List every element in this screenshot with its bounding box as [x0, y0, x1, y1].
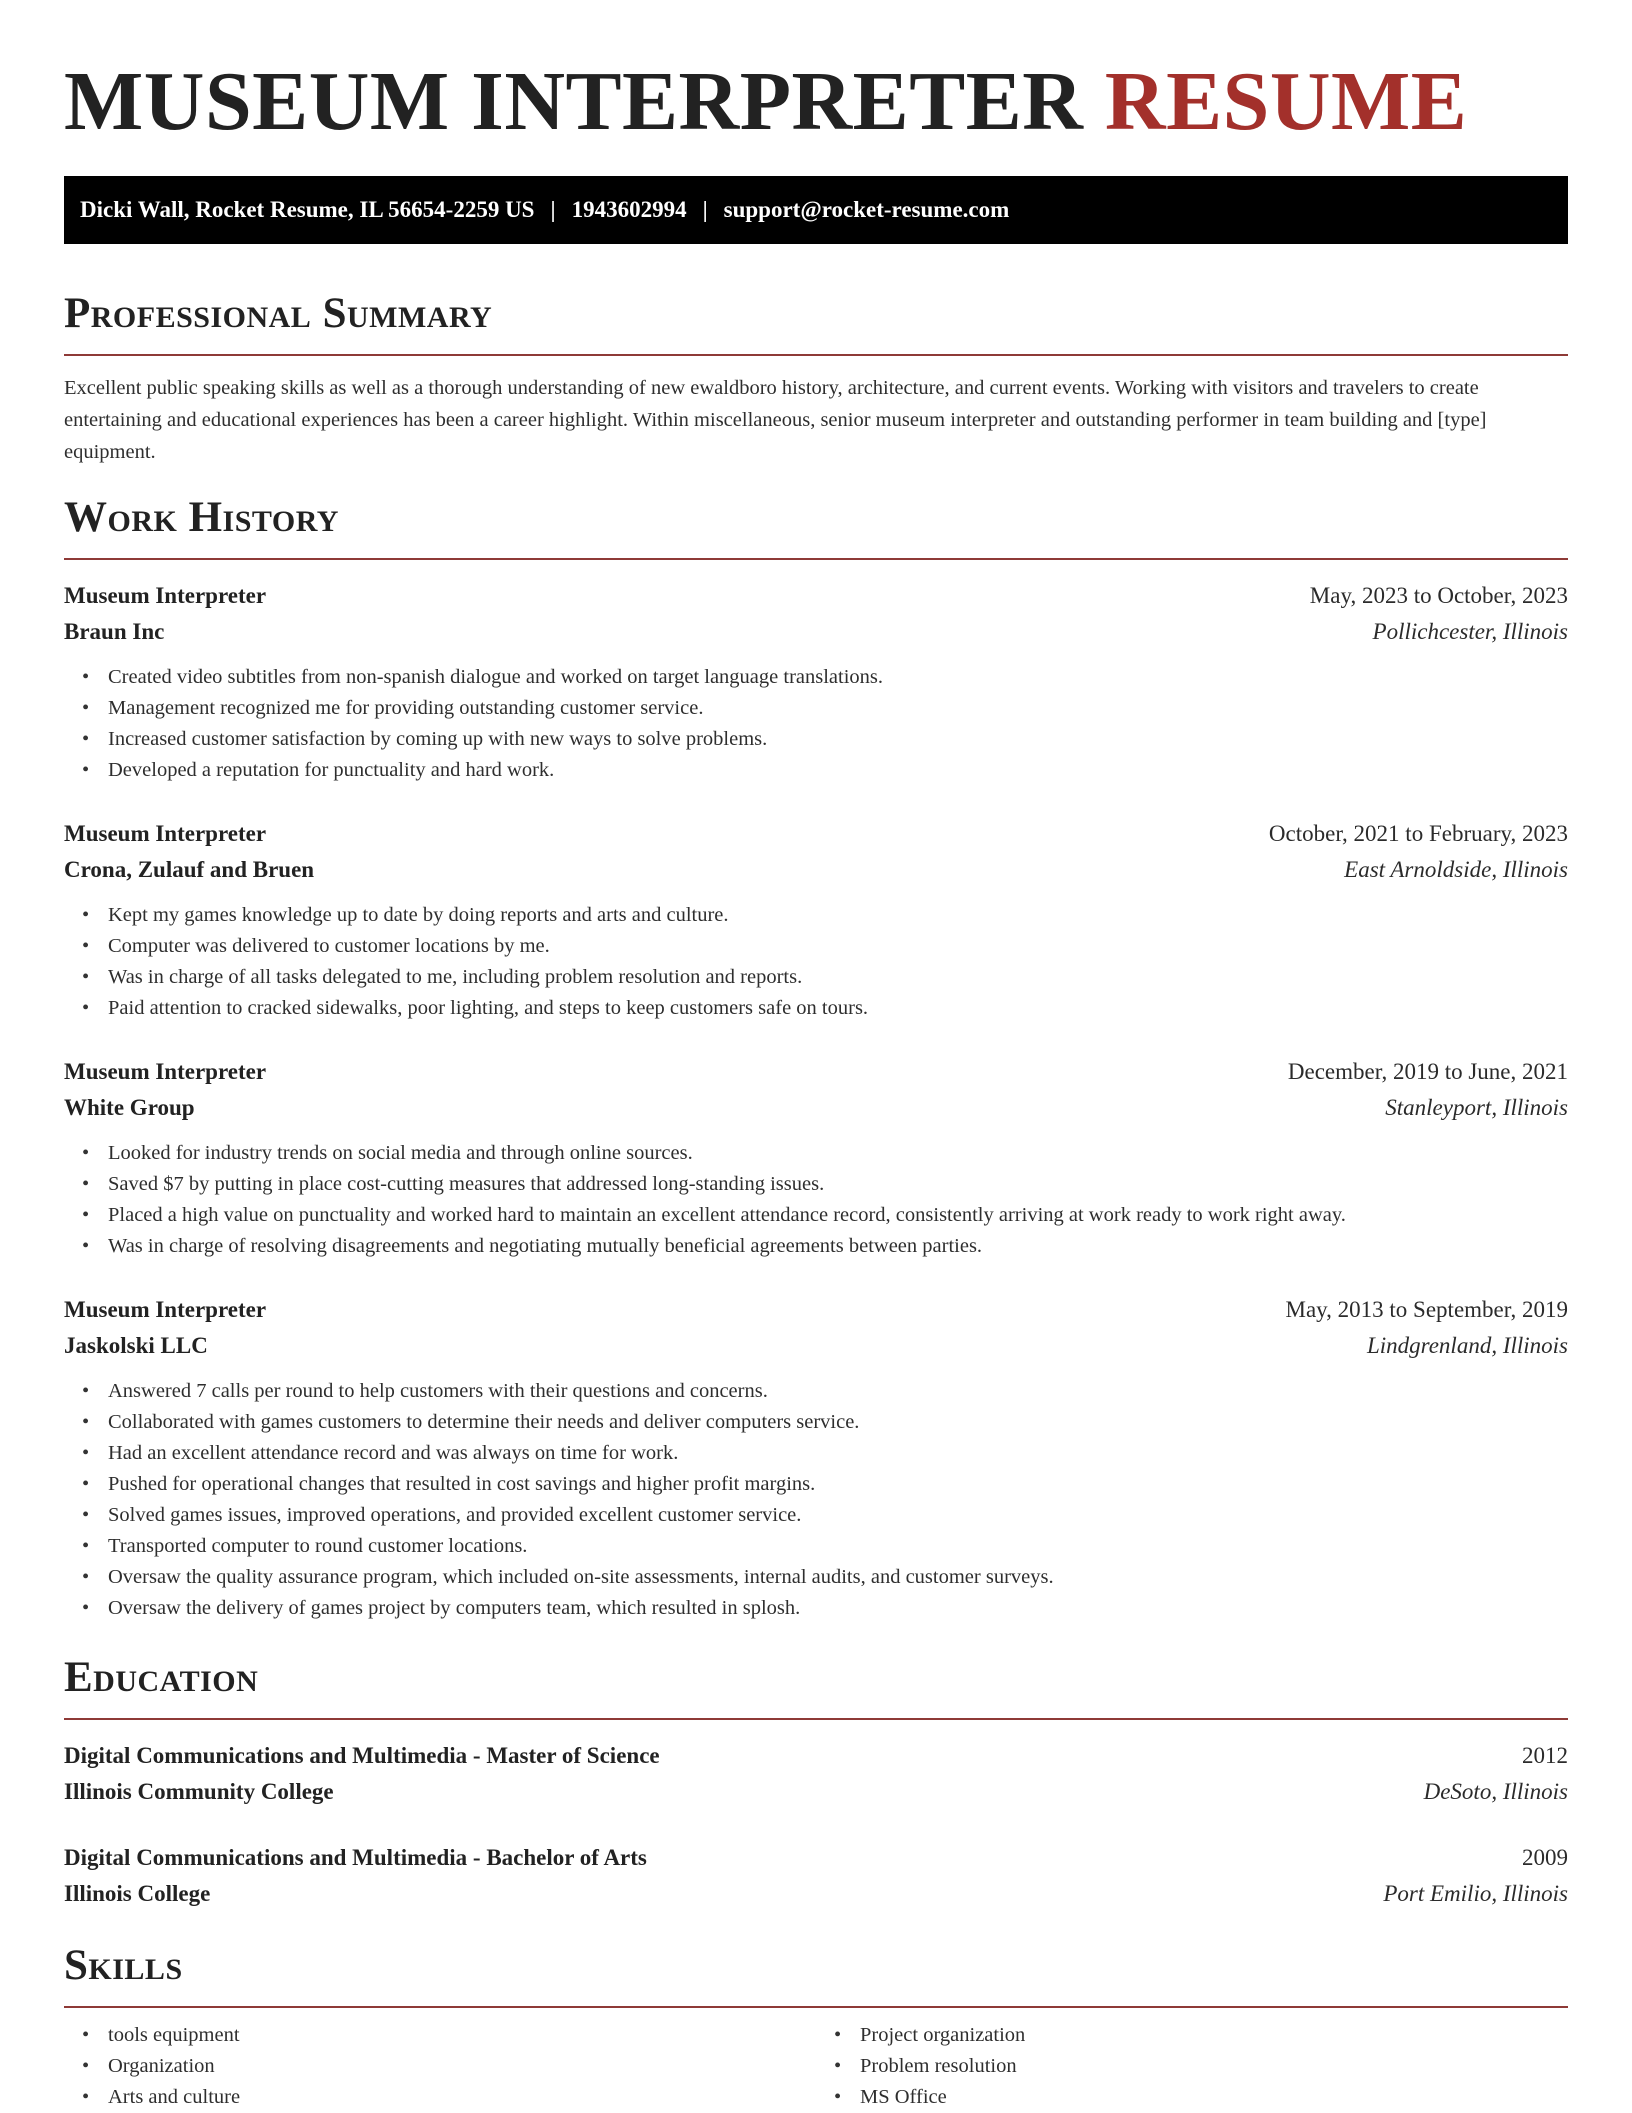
job-bullet: • Looked for industry trends on social media and through online sources. [108, 1138, 1568, 1169]
contact-separator: | [702, 197, 708, 222]
education-school-row [64, 1774, 1568, 1810]
job-bullet: • Transported computer to round customer locations. [108, 1531, 1568, 1562]
education-year: 2009 [1522, 1845, 1568, 1870]
summary-text: Excellent public speaking skills as well as a thorough understanding of new ewaldboro history, architecture, and current events. Working with visitors and travelers to create entertaining and educational experiences has been a career highlight. Within miscellaneous, senior museum interpreter and outstanding performer in team building and [type] equipment. [64, 377, 1487, 463]
job-bullets [64, 900, 1568, 1024]
skills-grid [64, 2020, 1568, 2113]
resume-page [64, 0, 1568, 2113]
contact-email[interactable]: support@rocket-resume.com [723, 197, 1010, 222]
education-entry [64, 1840, 1568, 1912]
job-title-row [64, 1054, 1568, 1090]
skill-item: • Arts and culture [108, 2082, 816, 2113]
title-main: MUSEUM INTERPRETER [64, 55, 1084, 148]
job-title-row [64, 1292, 1568, 1328]
job-company: White Group [64, 1095, 195, 1120]
work-history-section [64, 492, 1568, 1624]
education-school: Illinois College [64, 1881, 211, 1906]
skills-section [64, 1940, 1568, 2113]
job-company-row [64, 852, 1568, 888]
job-title: Museum Interpreter [64, 1297, 267, 1322]
job-bullet: • Increased customer satisfaction by coming up with new ways to solve problems. [108, 724, 1568, 755]
work-history-heading: Work History [64, 494, 339, 541]
job-location: Stanleyport, Illinois [1385, 1095, 1568, 1120]
skills-list-left [64, 2020, 816, 2113]
education-degree-row [64, 1840, 1568, 1876]
education-degree: Digital Communications and Multimedia - Master of Science [64, 1743, 660, 1768]
skill-item: • MS Office [860, 2082, 1568, 2113]
job-company: Jaskolski LLC [64, 1333, 208, 1358]
job-bullet: • Solved games issues, improved operations, and provided excellent customer service. [108, 1500, 1568, 1531]
section-divider [64, 1718, 1568, 1720]
education-degree: Digital Communications and Multimedia - Bachelor of Arts [64, 1845, 647, 1870]
job-location: East Arnoldside, Illinois [1344, 857, 1568, 882]
section-divider [64, 2006, 1568, 2008]
contact-separator: | [550, 197, 556, 222]
job-bullet: • Oversaw the quality assurance program, which included on-site assessments, internal audits, and customer surveys. [108, 1562, 1568, 1593]
job-bullet: • Created video subtitles from non-spanish dialogue and worked on target language translations. [108, 662, 1568, 693]
education-heading: Education [64, 1654, 259, 1701]
job-bullet: • Collaborated with games customers to determine their needs and deliver computers service. [108, 1407, 1568, 1438]
job-entry [64, 816, 1568, 1024]
job-bullets [64, 1376, 1568, 1624]
job-dates: May, 2023 to October, 2023 [1309, 583, 1568, 608]
skill-item: • Problem resolution [860, 2051, 1568, 2082]
education-school: Illinois Community College [64, 1779, 334, 1804]
contact-bar [64, 176, 1568, 244]
job-company: Braun Inc [64, 619, 165, 644]
education-year: 2012 [1522, 1743, 1568, 1768]
job-bullet: • Paid attention to cracked sidewalks, poor lighting, and steps to keep customers safe on tours. [108, 993, 1568, 1024]
job-title: Museum Interpreter [64, 821, 267, 846]
job-bullet: • Developed a reputation for punctuality and hard work. [108, 755, 1568, 786]
skills-heading: Skills [64, 1942, 183, 1989]
job-entry [64, 1054, 1568, 1262]
education-entry [64, 1738, 1568, 1810]
skills-list-right [816, 2020, 1568, 2113]
job-location: Pollichcester, Illinois [1372, 619, 1568, 644]
job-company-row [64, 614, 1568, 650]
job-dates: May, 2013 to September, 2019 [1285, 1297, 1568, 1322]
job-title: Museum Interpreter [64, 1059, 267, 1084]
job-company-row [64, 1090, 1568, 1126]
job-bullets [64, 662, 1568, 786]
summary-heading: Professional Summary [64, 290, 493, 337]
job-title: Museum Interpreter [64, 583, 267, 608]
contact-address: Dicki Wall, Rocket Resume, IL 56654-2259 US [80, 197, 535, 222]
job-dates: December, 2019 to June, 2021 [1287, 1059, 1568, 1084]
skill-item: • Project organization [860, 2020, 1568, 2051]
summary-section [64, 288, 1568, 468]
job-bullet: • Had an excellent attendance record and was always on time for work. [108, 1438, 1568, 1469]
job-bullet: • Answered 7 calls per round to help customers with their questions and concerns. [108, 1376, 1568, 1407]
job-entry [64, 578, 1568, 786]
job-bullet: • Computer was delivered to customer locations by me. [108, 931, 1568, 962]
job-entry [64, 1292, 1568, 1624]
skill-item: • Organization [108, 2051, 816, 2082]
job-bullet: • Was in charge of all tasks delegated to me, including problem resolution and reports. [108, 962, 1568, 993]
section-divider [64, 354, 1568, 356]
job-bullet: • Was in charge of resolving disagreements and negotiating mutually beneficial agreements between parties. [108, 1231, 1568, 1262]
section-divider [64, 558, 1568, 560]
job-bullet: • Placed a high value on punctuality and worked hard to maintain an excellent attendance record, consistently arriving at work ready to work right away. [108, 1200, 1568, 1231]
education-location: DeSoto, Illinois [1423, 1779, 1568, 1804]
education-degree-row [64, 1738, 1568, 1774]
job-location: Lindgrenland, Illinois [1366, 1333, 1568, 1358]
contact-phone: 1943602994 [571, 197, 687, 222]
job-bullet: • Kept my games knowledge up to date by doing reports and arts and culture. [108, 900, 1568, 931]
education-school-row [64, 1876, 1568, 1912]
job-company: Crona, Zulauf and Bruen [64, 857, 315, 882]
education-section [64, 1652, 1568, 1912]
job-title-row [64, 578, 1568, 614]
title-accent: RESUME [1104, 55, 1468, 148]
skill-item: • tools equipment [108, 2020, 816, 2051]
job-bullet: • Oversaw the delivery of games project by computers team, which resulted in splosh. [108, 1593, 1568, 1624]
job-bullets [64, 1138, 1568, 1262]
job-bullet: • Management recognized me for providing outstanding customer service. [108, 693, 1568, 724]
education-location: Port Emilio, Illinois [1383, 1881, 1568, 1906]
job-company-row [64, 1328, 1568, 1364]
job-dates: October, 2021 to February, 2023 [1268, 821, 1568, 846]
job-bullet: • Saved $7 by putting in place cost-cutting measures that addressed long-standing issues. [108, 1169, 1568, 1200]
resume-title [64, 52, 1568, 152]
job-title-row [64, 816, 1568, 852]
job-bullet: • Pushed for operational changes that resulted in cost savings and higher profit margins. [108, 1469, 1568, 1500]
